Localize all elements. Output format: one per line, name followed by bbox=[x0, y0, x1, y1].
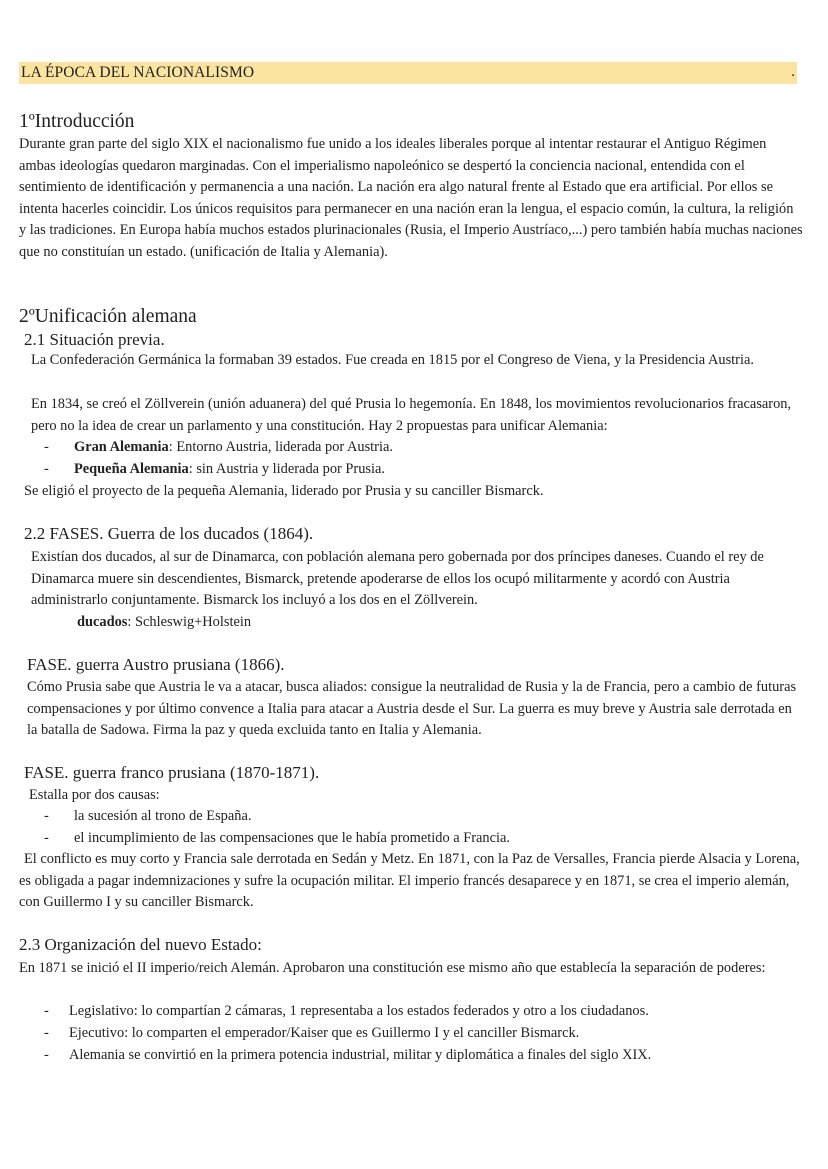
cause-item: el incumplimiento de las compensaciones que le había prometido a Francia. bbox=[74, 830, 510, 846]
franco-prussian-war-heading: FASE. guerra franco prusiana (1870-1871). bbox=[24, 763, 320, 782]
list-item-gran-alemania bbox=[74, 437, 393, 459]
unification-heading: 2ºUnificación alemana bbox=[19, 306, 197, 327]
power-item-executive: Ejecutivo: lo comparten el emperador/Kaiser que es Guillermo I y el canciller Bismarck. bbox=[69, 1025, 580, 1041]
franco-prussian-war-paragraph: El conflicto es muy corto y Francia sale derrotada en Sedán y Metz. En 1871, con la Paz de Versalles, Francia pierde Alsacia y Lorena, es obligada a pagar indemnizaciones y sufre la ocupación militar. El imperio francés desaparece y en 1871, se crea el imperio alemán, con Guillermo I y su canciller Bismarck. bbox=[19, 851, 800, 910]
term-gran-alemania: Gran Alemania bbox=[74, 439, 169, 455]
document-title: LA ÉPOCA DEL NACIONALISMO bbox=[21, 64, 255, 81]
ducados-note bbox=[77, 612, 251, 634]
ducados-term: ducados bbox=[77, 614, 128, 630]
power-item-industrial: Alemania se convirtió en la primera potencia industrial, militar y diplomática a finales del siglo XIX. bbox=[69, 1047, 652, 1063]
franco-prussian-war-intro: Estalla por dos causas: bbox=[29, 787, 160, 803]
cause-item: la sucesión al trono de España. bbox=[74, 808, 252, 824]
bullet-dash: - bbox=[44, 1003, 49, 1019]
section-2-2-paragraph: Existían dos ducados, al sur de Dinamarca, con población alemana pero gobernada por dos príncipes daneses. Cuando el rey de Dinamarca muere sin descendientes, Bismarck, pretende apoderarse de ellos los ocupó militarmente y acordó con Austria administrarlo conjuntamente. Bismarck los incluyó a los dos en el Zöllverein. bbox=[31, 549, 764, 608]
ducados-description: : Schleswig+Holstein bbox=[127, 614, 252, 630]
section-2-3-paragraph: En 1871 se inició el II imperio/reich Alemán. Aprobaron una constitución ese mismo año que establecía la separación de poderes: bbox=[19, 960, 766, 976]
term-pequena-alemania: Pequeña Alemania bbox=[74, 461, 189, 477]
bullet-dash: - bbox=[44, 1025, 49, 1041]
title-highlight-bar bbox=[19, 62, 797, 84]
bullet-dash: - bbox=[44, 808, 49, 824]
section-2-2-heading: 2.2 FASES. Guerra de los ducados (1864). bbox=[24, 524, 314, 543]
bullet-dash: - bbox=[44, 461, 49, 477]
bullet-dash: - bbox=[44, 1047, 49, 1063]
term-description: : Entorno Austria, liderada por Austria. bbox=[168, 439, 393, 455]
austro-prussian-war-paragraph: Cómo Prusia sabe que Austria le va a atacar, busca aliados: consigue la neutralidad de Rusia y la de Francia, pero a cambio de futuras compensaciones y por último convence a Italia para atacar a Austria desde el Sur. La guerra es muy breve y Austria sale derrotada en la batalla de Sadowa. Firma la paz y queda excluida tanto en Italia y Alemania. bbox=[27, 679, 797, 738]
power-item-legislative: Legislativo: lo compartían 2 cámaras, 1 representaba a los estados federados y otro a los ciudadanos. bbox=[69, 1003, 649, 1019]
section-2-1-heading: 2.1 Situación previa. bbox=[24, 330, 165, 349]
bullet-dash: - bbox=[44, 830, 49, 846]
list-item-pequena-alemania bbox=[74, 459, 385, 481]
term-description: : sin Austria y liderada por Prusia. bbox=[188, 461, 385, 477]
intro-heading: 1ºIntroducción bbox=[19, 111, 135, 132]
section-2-3-heading: 2.3 Organización del nuevo Estado: bbox=[19, 935, 262, 954]
section-2-1-paragraph-1: La Confederación Germánica la formaban 39 estados. Fue creada en 1815 por el Congreso de Viena, y la Presidencia Austria. bbox=[31, 352, 754, 368]
bullet-dash: - bbox=[44, 439, 49, 455]
section-2-1-paragraph-2: En 1834, se creó el Zöllverein (unión aduanera) del qué Prusia lo hegemonía. En 1848, los movimientos revolucionarios fracasaron, pero no la idea de crear un parlamento y una constitución. Hay 2 propuestas para unificar Alemania: bbox=[31, 396, 792, 434]
intro-paragraph: Durante gran parte del siglo XIX el nacionalismo fue unido a los ideales liberales porque al intentar restaurar el Antiguo Régimen ambas ideologías quedaron marginadas. Con el imperialismo napoleónico se despertó la conciencia nacional, entendida con el sentimiento de identificación y permanencia a una nación. La nación era algo natural frente al Estado que era artificial. Por ellos se intenta hacerles coincidir. Los únicos requisitos para permanecer en una nación eran la lengua, el espacio común, la cultura, la religión y las tradiciones. En Europa había muchos estados plurinacionales (Rusia, el Imperio Austríaco,...) pero también había muchas naciones que no constituían un estado. (unificación de Italia y Alemania). bbox=[19, 136, 803, 260]
title-dot: . bbox=[791, 64, 795, 80]
austro-prussian-war-heading: FASE. guerra Austro prusiana (1866). bbox=[27, 655, 285, 674]
section-2-1-conclusion: Se eligió el proyecto de la pequeña Alemania, liderado por Prusia y su canciller Bismarck. bbox=[24, 483, 544, 499]
